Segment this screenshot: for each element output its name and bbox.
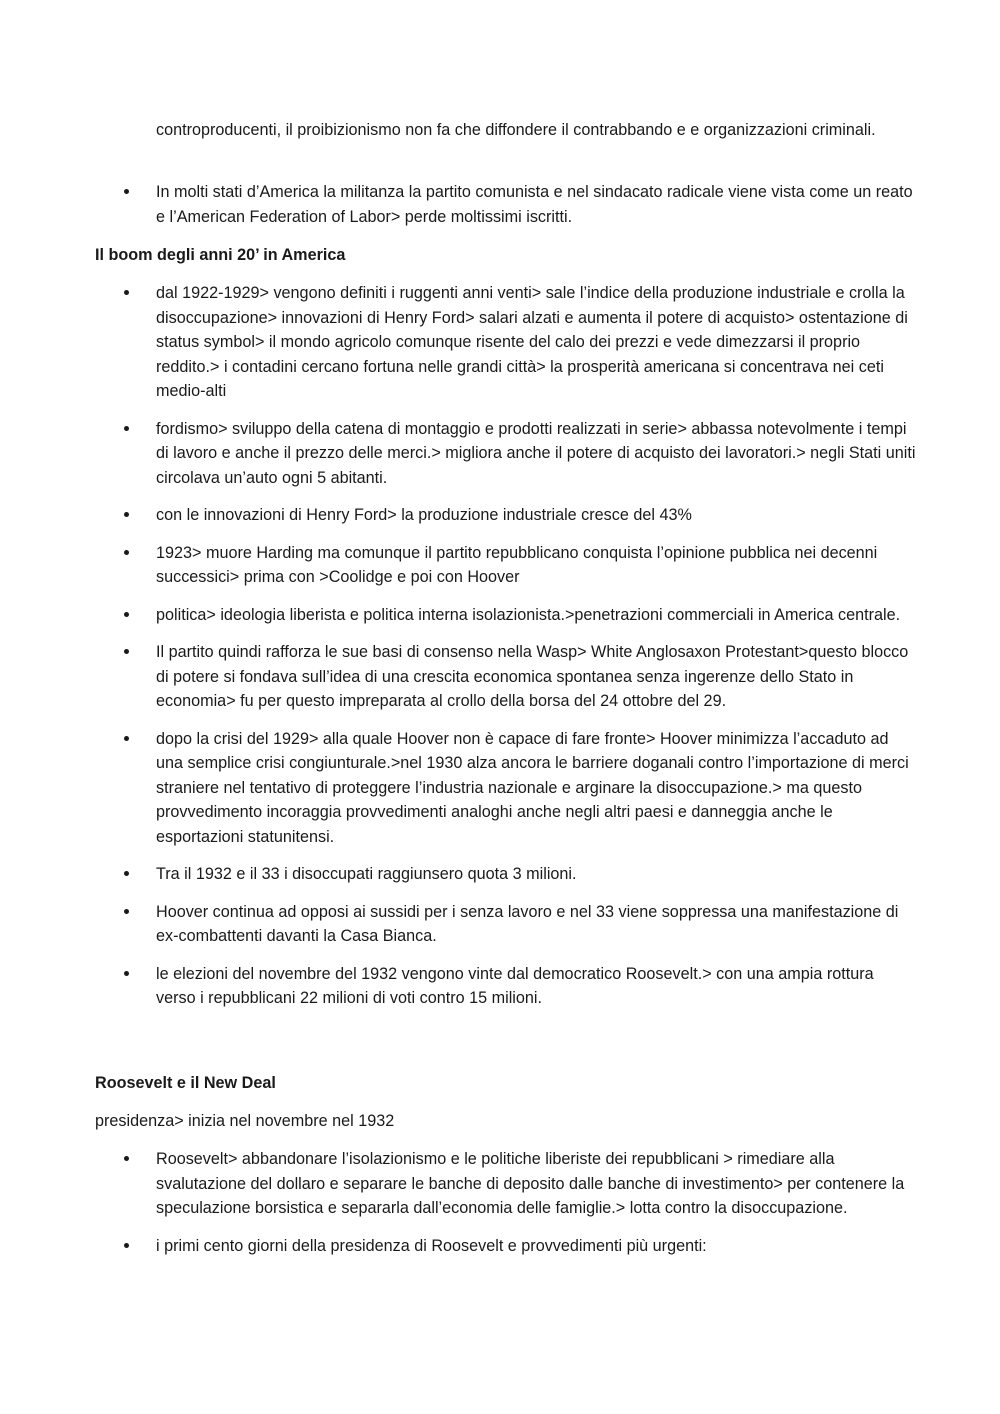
- list-item: [156, 727, 916, 850]
- list-item-text: dal 1922-1929> vengono definiti i ruggenti anni venti> sale l’indice della produzione industriale e crolla la disoccupazione> innovazioni di Henry Ford> salari alzati e aumenta il potere di acquisto> ostentazione di status symbol> il mondo agricolo comunque risente del calo dei prezzi e vede dimezzarsi il proprio reddito.> i contadini cercano fortuna nelle grandi città> la prosperità americana si concentrava nei ceti medio-alti: [156, 284, 908, 400]
- bullet-icon: [124, 971, 129, 976]
- list-item: [156, 962, 916, 1011]
- list-item-text: politica> ideologia liberista e politica interna isolazionista.>penetrazioni commerciali in America centrale.: [156, 605, 901, 624]
- list-item: [156, 1147, 916, 1221]
- bullet-icon: [124, 550, 129, 555]
- bullet-icon: [124, 290, 129, 295]
- list-item: [156, 900, 916, 949]
- bullet-list-new-deal: [156, 1147, 916, 1258]
- bullet-icon: [124, 426, 129, 431]
- list-item-text: con le innovazioni di Henry Ford> la produzione industriale cresce del 43%: [156, 506, 692, 524]
- list-item-text: i primi cento giorni della presidenza di Roosevelt e provvedimenti più urgenti:: [156, 1236, 707, 1255]
- bullet-list-boom: [156, 281, 916, 1011]
- bullet-icon: [124, 909, 129, 914]
- list-item-text: fordismo> sviluppo della catena di montaggio e prodotti realizzati in serie> abbassa notevolmente i tempi di lavoro e anche il prezzo delle merci.> migliora anche il potere di acquisto dei lavoratori.> negli Stati uniti circolava un’auto ogni 5 abitanti.: [156, 419, 916, 487]
- section-heading-boom: Il boom degli anni 20’ in America: [95, 246, 346, 264]
- list-item-text: 1923> muore Harding ma comunque il partito repubblicano conquista l’opinione pubblica nei decenni successici> prima con >Coolidge e poi con Hoover: [156, 543, 878, 586]
- bullet-icon: [124, 1156, 129, 1161]
- bullet-icon: [124, 649, 129, 654]
- bullet-icon: [124, 871, 129, 876]
- list-item: [156, 862, 916, 887]
- bullet-icon: [124, 736, 129, 741]
- list-item: [156, 603, 916, 628]
- bullet-list-intro: [156, 180, 916, 242]
- continuation-paragraph: controproducenti, il proibizionismo non fa che diffondere il contrabbando e e organizzazioni criminali.: [156, 121, 876, 139]
- list-item: [156, 180, 916, 229]
- list-item-text: Tra il 1932 e il 33 i disoccupati raggiunsero quota 3 milioni.: [156, 865, 577, 883]
- list-item-text: In molti stati d’America la militanza la partito comunista e nel sindacato radicale viene vista come un reato e l’American Federation of Labor> perde moltissimi iscritti.: [156, 183, 913, 226]
- list-item: [156, 503, 916, 528]
- list-item: [156, 541, 916, 590]
- list-item-text: Il partito quindi rafforza le sue basi di consenso nella Wasp> White Anglosaxon Protestant>questo blocco di potere si fondava sull’idea di una crescita economica spontanea senza ingerenze dello Stato in economia> fu per questo impreparata al crollo della borsa del 24 ottobre del 29.: [156, 643, 909, 710]
- section-heading-new-deal: Roosevelt e il New Deal: [95, 1074, 276, 1092]
- section-intro-paragraph: presidenza> inizia nel novembre nel 1932: [95, 1112, 395, 1130]
- list-item: [156, 640, 916, 714]
- bullet-icon: [124, 189, 129, 194]
- list-item-text: dopo la crisi del 1929> alla quale Hoover non è capace di fare fronte> Hoover minimizza l’accaduto ad una semplice crisi congiunturale.>nel 1930 alza ancora le barriere doganali contro l’importazione di merci straniere nel tentativo di proteggere l’industria nazionale e arginare la disoccupazione.> ma questo provvedimento incoraggia provvedimenti analoghi anche negli altri paesi e danneggia anche le esportazioni statunitensi.: [156, 729, 909, 846]
- list-item-text: le elezioni del novembre del 1932 vengono vinte dal democratico Roosevelt.> con una ampia rottura verso i repubblicani 22 milioni di voti contro 15 milioni.: [156, 964, 874, 1007]
- bullet-icon: [124, 1243, 129, 1248]
- list-item: [156, 417, 916, 491]
- bullet-icon: [124, 612, 129, 617]
- list-item-text: Hoover continua ad opposi ai sussidi per i senza lavoro e nel 33 viene soppressa una manifestazione di ex-combattenti davanti la Casa Bianca.: [156, 902, 899, 945]
- list-item: [156, 1234, 916, 1259]
- bullet-icon: [124, 512, 129, 517]
- list-item-text: Roosevelt> abbandonare l’isolazionismo e le politiche liberiste dei repubblicani > rimediare alla svalutazione del dollaro e separare le banche di deposito dalle banche di investimento> per contenere la speculazione borsistica e separarla dall’economia delle famiglie.> lotta contro la disoccupazione.: [156, 1150, 905, 1217]
- list-item: [156, 281, 916, 404]
